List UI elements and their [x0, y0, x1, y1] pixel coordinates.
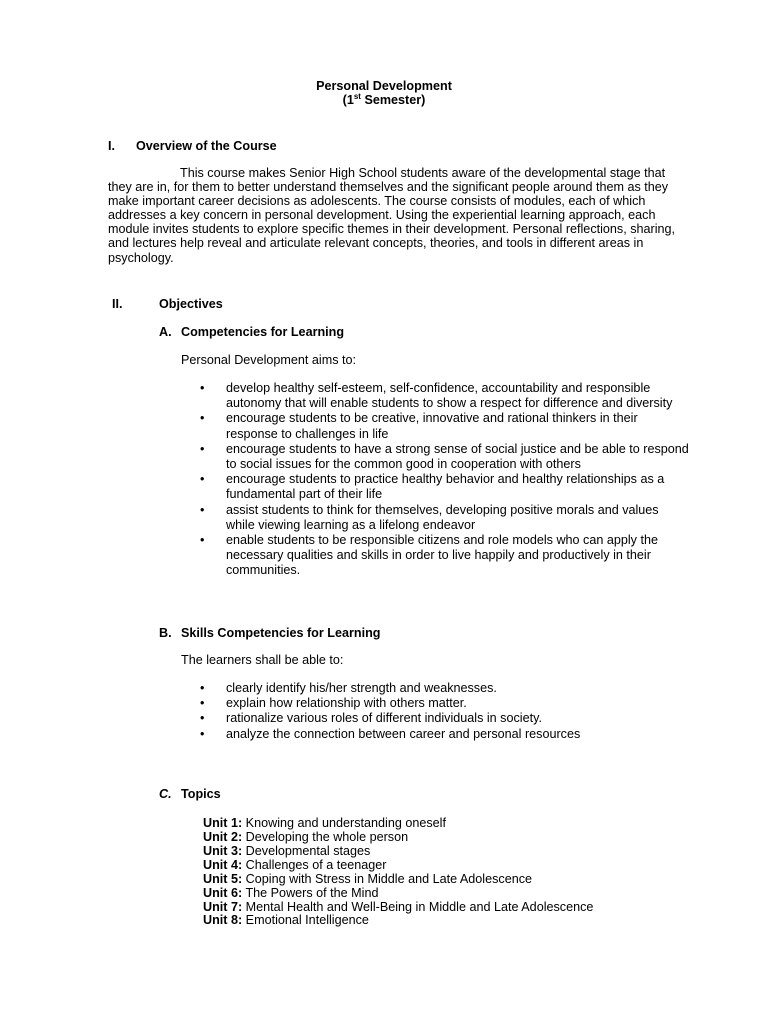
list-item-text: explain how relationship with others matter. — [226, 696, 467, 711]
topic-unit — [203, 873, 532, 887]
topic-unit — [203, 914, 369, 928]
list-item — [200, 711, 690, 726]
unit-label: Unit 3: — [203, 844, 243, 858]
bullet-icon: • — [200, 681, 205, 695]
unit-label: Unit 2: — [203, 830, 243, 844]
unit-label: Unit 6: — [203, 886, 243, 900]
unit-title: Coping with Stress in Middle and Late Adolescence — [242, 872, 533, 886]
list-item-text: encourage students to practice healthy behavior and healthy relationships as a fundamental part of their life — [226, 472, 665, 502]
list-item-text: enable students to be responsible citizens and role models who can apply the necessary qualities and skills in order to live happily and productively in their communities. — [226, 533, 658, 578]
bullet-icon: • — [200, 726, 205, 741]
bullet-icon: • — [200, 472, 205, 487]
list-item — [200, 472, 690, 502]
semester-suffix: Semester) — [360, 93, 426, 107]
subsection-c-letter: C. — [159, 787, 172, 801]
unit-label: Unit 5: — [203, 872, 243, 886]
topic-unit — [203, 831, 408, 845]
overview-paragraph — [108, 166, 688, 265]
bullet-icon: • — [200, 381, 205, 395]
bullet-icon: • — [200, 411, 205, 426]
unit-title: Knowing and understanding oneself — [242, 816, 446, 830]
unit-title: Emotional Intelligence — [242, 913, 369, 927]
list-item-text: analyze the connection between career and personal resources — [226, 726, 581, 741]
bullet-icon: • — [200, 533, 205, 548]
subsection-a-letter: A. — [159, 325, 172, 339]
unit-title: The Powers of the Mind — [242, 886, 379, 900]
list-item — [200, 442, 690, 472]
list-item — [200, 681, 690, 696]
bullet-icon: • — [200, 711, 205, 726]
list-item — [200, 381, 690, 411]
section-1-heading: Overview of the Course — [136, 139, 277, 153]
document-title: Personal Development — [316, 79, 452, 93]
bullet-icon: • — [200, 441, 205, 456]
list-item-text: rationalize various roles of different individuals in society. — [226, 711, 542, 726]
bullet-icon: • — [200, 696, 205, 711]
list-item-text: assist students to think for themselves, developing positive morals and values while viewing learning as a lifelong endeavor — [226, 502, 659, 532]
list-item-text: encourage students to have a strong sense of social justice and be able to respond to social issues for the common good in cooperation with others — [226, 441, 689, 472]
topic-unit — [203, 817, 446, 831]
list-item-text: encourage students to be creative, innovative and rational thinkers in their response to challenges in life — [226, 411, 638, 441]
overview-text: This course makes Senior High School students aware of the developmental stage that they are in, for them to better understand themselves and the significant people around them as they make important career decisions as adolescents. The course consists of modules, each of which addresses a key concern in personal development. Using the experiential learning approach, each module invites students to explore specific themes in their development. Personal reflections, sharing, and lectures help reveal and articulate relevant concepts, theories, and tools in different areas in psychology. — [108, 166, 676, 265]
semester-superscript: st — [353, 91, 361, 101]
section-2-heading: Objectives — [159, 297, 223, 311]
unit-title: Mental Health and Well-Being in Middle and Late Adolescence — [242, 900, 594, 914]
list-item-text: develop healthy self-esteem, self-confidence, accountability and responsible autonomy that will enable students to show a respect for difference and diversity — [226, 381, 673, 411]
subsection-b-intro: The learners shall be able to: — [181, 653, 344, 667]
subsection-a-intro: Personal Development aims to: — [181, 353, 356, 367]
skills-list — [200, 681, 690, 742]
list-item — [200, 533, 690, 579]
subsection-b-letter: B. — [159, 626, 172, 640]
unit-title: Developing the whole person — [242, 830, 409, 844]
unit-title: Developmental stages — [242, 844, 371, 858]
subsection-c-heading: Topics — [181, 787, 221, 801]
topic-unit — [203, 859, 386, 873]
section-2-number: II. — [112, 297, 123, 311]
list-item — [200, 411, 690, 441]
unit-label: Unit 4: — [203, 858, 243, 872]
semester-prefix: (1 — [342, 93, 354, 107]
unit-title: Challenges of a teenager — [242, 858, 387, 872]
list-item-text: clearly identify his/her strength and weaknesses. — [226, 681, 497, 695]
competencies-list — [200, 381, 690, 579]
bullet-icon: • — [200, 502, 205, 517]
list-item — [200, 727, 690, 742]
section-1-number: I. — [108, 139, 115, 153]
topic-unit — [203, 845, 370, 859]
unit-label: Unit 7: — [203, 900, 243, 914]
unit-label: Unit 8: — [203, 913, 243, 927]
topic-unit — [203, 887, 378, 901]
subsection-b-heading: Skills Competencies for Learning — [181, 626, 381, 640]
list-item — [200, 503, 690, 533]
unit-label: Unit 1: — [203, 816, 243, 830]
semester-line — [0, 93, 768, 107]
subsection-a-heading: Competencies for Learning — [181, 325, 345, 339]
list-item — [200, 696, 690, 711]
